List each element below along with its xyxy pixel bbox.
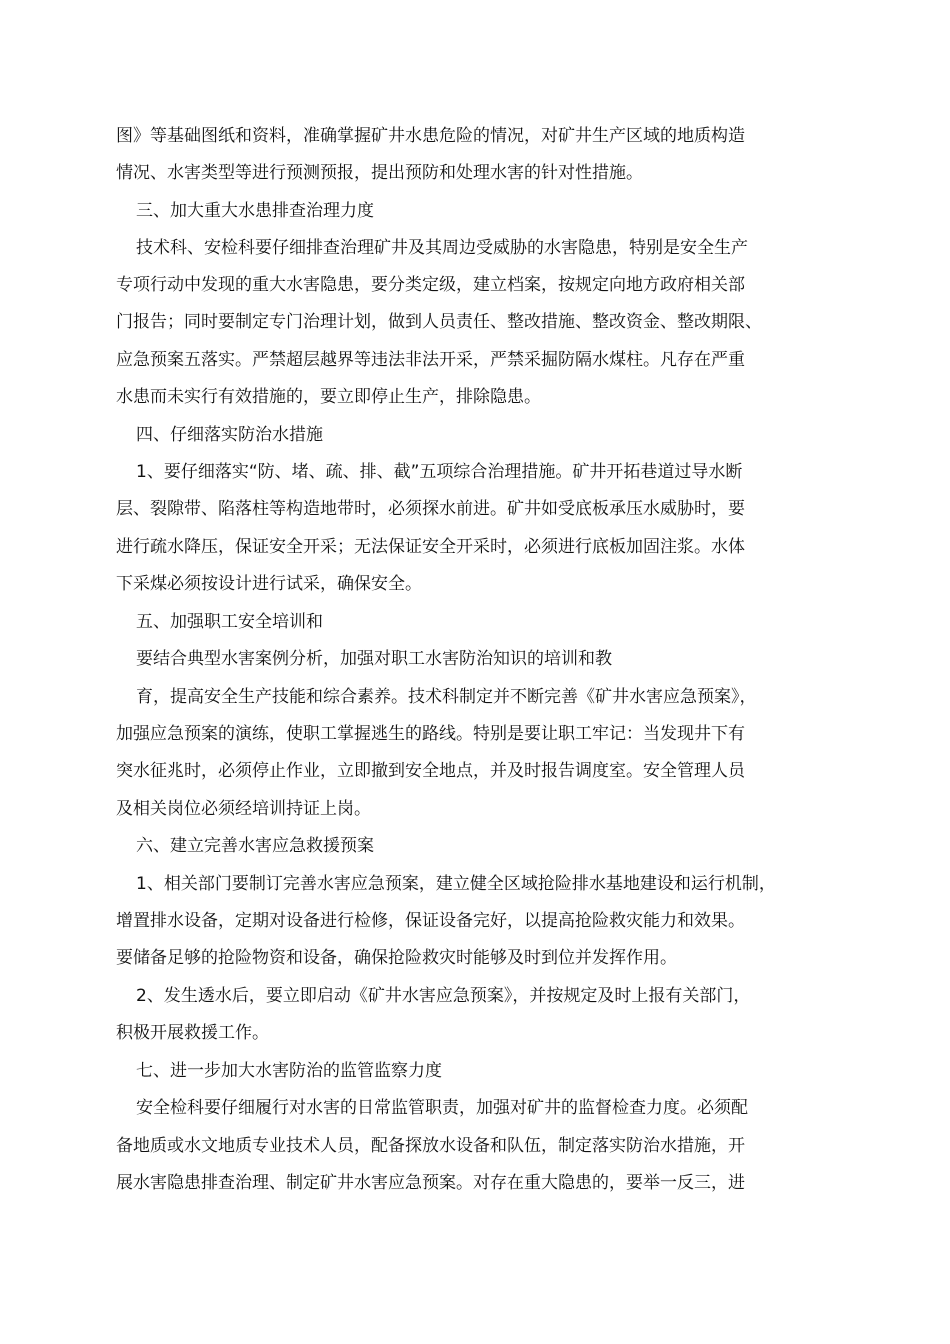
section-heading: 三、加大重大水患排查治理力度 bbox=[136, 201, 374, 221]
body-line: 应急预案五落实。严禁超层越界等违法非法开采，严禁采掘防隔水煤柱。凡存在严重 bbox=[116, 350, 745, 370]
body-line: 情况、水害类型等进行预测预报，提出预防和处理水害的针对性措施。 bbox=[116, 163, 643, 183]
body-line: 图》等基础图纸和资料，准确掌握矿井水患危险的情况，对矿井生产区域的地质构造 bbox=[116, 126, 745, 146]
body-line: 层、裂隙带、陷落柱等构造地带时，必须探水前进。矿井如受底板承压水威胁时，要 bbox=[116, 499, 745, 519]
body-line: 加强应急预案的演练，使职工掌握逃生的路线。特别是要让职工牢记：当发现井下有 bbox=[116, 724, 745, 744]
body-line: 进行疏水降压，保证安全开采；无法保证安全开采时，必须进行底板加固注浆。水体 bbox=[116, 537, 745, 557]
body-line: 门报告；同时要制定专门治理计划，做到人员责任、整改措施、整改资金、整改期限、 bbox=[116, 312, 762, 332]
body-line: 技术科、安检科要仔细排查治理矿井及其周边受威胁的水害隐患，特别是安全生产 bbox=[136, 238, 748, 258]
section-heading: 四、仔细落实防治水措施 bbox=[136, 425, 323, 445]
section-heading: 七、进一步加大水害防治的监管监察力度 bbox=[136, 1061, 442, 1081]
body-line: 1、相关部门要制订完善水害应急预案，建立健全区域抢险排水基地建设和运行机制， bbox=[136, 874, 776, 894]
body-line: 突水征兆时，必须停止作业，立即撤到安全地点，并及时报告调度室。安全管理人员 bbox=[116, 761, 745, 781]
body-line: 及相关岗位必须经培训持证上岗。 bbox=[116, 799, 371, 819]
body-line: 展水害隐患排查治理、制定矿井水害应急预案。对存在重大隐患的，要举一反三，进 bbox=[116, 1173, 745, 1193]
section-heading: 五、加强职工安全培训和 bbox=[136, 612, 323, 632]
body-line: 积极开展救援工作。 bbox=[116, 1023, 269, 1043]
body-line: 2、发生透水后，要立即启动《矿井水害应急预案》，并按规定及时上报有关部门， bbox=[136, 986, 751, 1006]
body-line: 下采煤必须按设计进行试采，确保安全。 bbox=[116, 574, 422, 594]
section-heading: 六、建立完善水害应急救援预案 bbox=[136, 836, 374, 856]
body-line: 安全检科要仔细履行对水害的日常监管职责，加强对矿井的监督检查力度。必须配 bbox=[136, 1098, 748, 1118]
body-line: 育，提高安全生产技能和综合素养。技术科制定并不断完善《矿井水害应急预案》， bbox=[136, 687, 757, 707]
body-line: 要储备足够的抢险物资和设备，确保抢险救灾时能够及时到位并发挥作用。 bbox=[116, 948, 677, 968]
body-line: 水患而未实行有效措施的，要立即停止生产，排除隐患。 bbox=[116, 387, 541, 407]
body-line: 1、要仔细落实“防、堵、疏、排、截”五项综合治理措施。矿井开拓巷道过导水断 bbox=[136, 462, 743, 482]
body-line: 增置排水设备，定期对设备进行检修，保证设备完好，以提高抢险救灾能力和效果。 bbox=[116, 911, 745, 931]
body-line: 专项行动中发现的重大水害隐患，要分类定级，建立档案，按规定向地方政府相关部 bbox=[116, 275, 745, 295]
body-line: 要结合典型水害案例分析，加强对职工水害防治知识的培训和教 bbox=[136, 649, 612, 669]
body-line: 备地质或水文地质专业技术人员，配备探放水设备和队伍，制定落实防治水措施，开 bbox=[116, 1136, 745, 1156]
